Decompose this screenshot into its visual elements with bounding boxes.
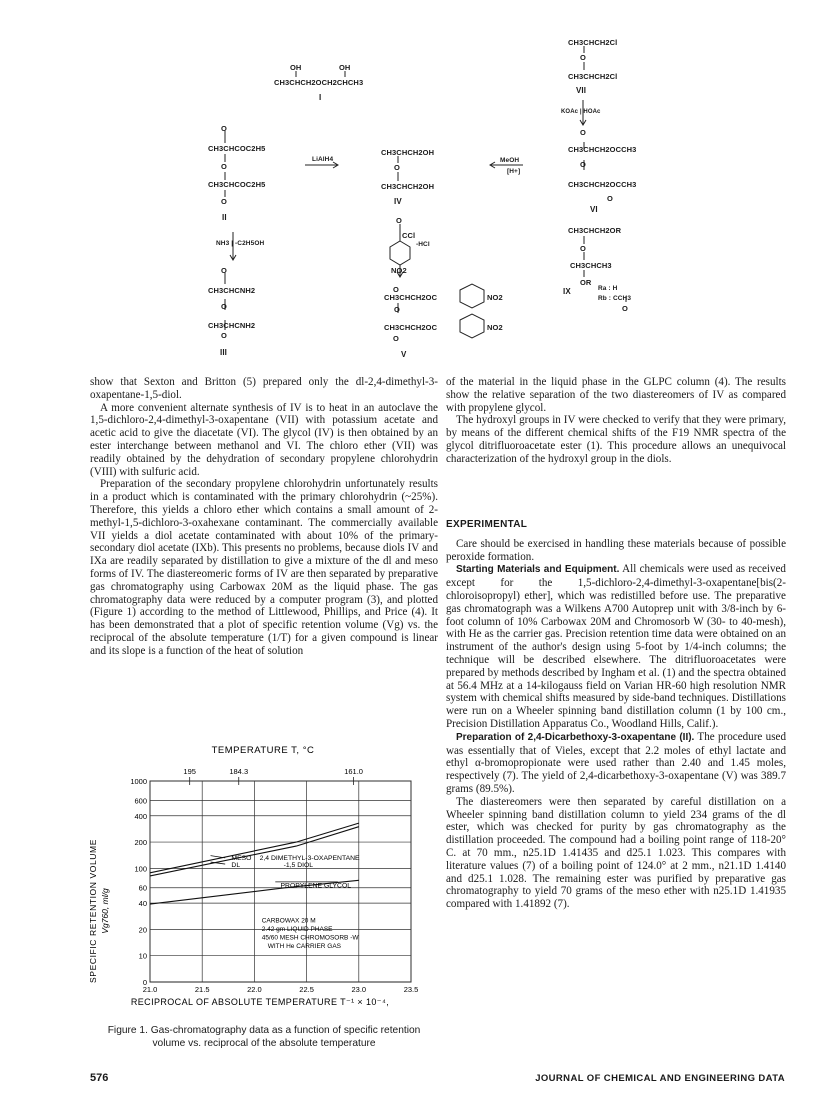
compound-ii-o2: O <box>221 162 227 171</box>
paragraph-starting-materials <box>446 563 786 730</box>
compound-iv-bottom: CH3CHCH2OH <box>381 182 435 191</box>
benzoyl-no2: NO2 <box>391 266 407 275</box>
compound-ix-or: OR <box>580 278 592 287</box>
compound-ix-o2: O <box>622 304 628 313</box>
compound-iv-o: O <box>394 163 400 172</box>
reagent-koac: KOAc | HOAc <box>561 109 601 115</box>
compound-v-no2-bottom: NO2 <box>487 323 503 332</box>
reagent-hcl: -HCl <box>416 241 430 248</box>
paragraph: of the material in the liquid phase in the GLPC column (4). The results show the relative separation of the two diastereomers of IV as compared with propylene glycol. <box>446 376 786 414</box>
compound-iii-o3: O <box>221 331 227 340</box>
compound-v-label: V <box>401 350 407 359</box>
compound-ix-bottom: CH3CHCH3 <box>570 261 612 270</box>
compound-iii-label: III <box>220 348 227 357</box>
reagent-meoh: MeOH <box>500 157 520 164</box>
paragraph: show that Sexton and Britton (5) prepared only the dl-2,4-dimethyl-3-oxapentane-1,5-diol. <box>90 376 438 401</box>
chart-title: TEMPERATURE T, °C <box>211 745 315 756</box>
compound-i-oh-left: OH <box>290 63 302 72</box>
compound-v-top: CH3CHCH2OC <box>384 293 438 302</box>
compound-v-no2-top: NO2 <box>487 293 503 302</box>
column-right-top <box>446 376 786 466</box>
compound-ii-label: II <box>222 213 227 222</box>
y-tick-label: 200 <box>134 838 147 848</box>
subheading: Starting Materials and Equipment. <box>456 564 620 576</box>
paragraph: Preparation of the secondary propylene chlorohydrin unfortunately results in a product which is contaminated with the primary chlorohydrin (~25%). Therefore, this yields a chloro ether which contains a small amount of 2-methyl-1,5-dichloro-3-oxahexane contaminant. The commercially available VII yields a diol acetate contaminated with about 10% of the primary-secondary diol acetate (IXb). This presents no problems, because diols IV and IXa are readily separated by distillation to give a mixture of the dl and meso forms of IV. The diastereomeric forms of IV are then separated by preparative gas chromatography using Carbowax 20M as the liquid phase. The gas chromatography data were reduced by a computer program (3), and plotted (Figure 1) according to the method of Littlewood, Phillips, and Price (4). It has been demonstrated that a plot of specific retention volume (Vg) vs. the reciprocal of the absolute temperature (1/T) for a given compound is linear and its slope is a function of the heat of solution <box>90 478 438 657</box>
x-axis-label: RECIPROCAL OF ABSOLUTE TEMPERATURE T⁻¹ × 10⁻⁴, <box>130 997 390 1007</box>
legend-line: 45/60 MESH CHROMOSORB -W <box>261 934 359 942</box>
compound-v-bottom: CH3CHCH2OC <box>384 323 438 332</box>
paragraph: Care should be exercised in handling these materials because of possible peroxide formation. <box>446 537 786 563</box>
reagent-nh3: NH3 | -C2H5OH <box>216 240 265 247</box>
x-tick-label: 23.0 <box>351 985 367 994</box>
plot-area <box>130 767 418 994</box>
benzoyl-o: O <box>396 216 402 225</box>
annotation-arrow-meso <box>211 856 226 858</box>
compound-vi-o3: O <box>607 194 613 203</box>
compound-i-oh-right: OH <box>339 63 351 72</box>
y-tick-label: 1000 <box>130 777 147 786</box>
x-tick-label: 22.0 <box>247 985 262 994</box>
subheading: Preparation of 2,4-Dicarbethoxy-3-oxapentane (II). <box>456 731 695 743</box>
compound-ii-top: CH3CHCOC2H5 <box>208 144 266 153</box>
paragraph-body: The procedure used was essentially that of Vieles, except that 2.2 moles of ethyl lactate and ethyl α-bromopropionate were used rather than 2.40 and 1.45 moles, respectively (7). The yield of 2,4-dicarbethoxy-3-oxapentane (V) was 389.7 grams (89.5%). <box>446 730 786 795</box>
compound-v-o1: O <box>393 285 399 294</box>
y-axis-label: SPECIFIC RETENTION VOLUME <box>88 839 98 983</box>
benzoyl-ccl: CCl <box>402 231 416 240</box>
compound-vi-o1: O <box>580 128 586 137</box>
compound-vii-label: VII <box>576 86 587 95</box>
annotation-propylene-glycol: PROPYLENE GLYCOL <box>280 882 352 890</box>
x-tick-label: 21.5 <box>194 985 210 994</box>
compound-ix-label: IX <box>563 287 571 296</box>
annotation-meso: MESO <box>231 854 252 862</box>
y-tick-label: 400 <box>134 811 147 821</box>
column-left <box>90 376 438 658</box>
compound-ii-bottom: CH3CHCOC2H5 <box>208 180 266 189</box>
compound-iii-bottom: CH3CHCNH2 <box>208 321 256 330</box>
compound-iii-o2: O <box>221 302 227 311</box>
y-tick-label: 10 <box>138 951 147 961</box>
x-tick-label: 23.5 <box>403 985 419 994</box>
journal-name: JOURNAL OF CHEMICAL AND ENGINEERING DATA <box>535 1073 785 1084</box>
top-tick-label: 195 <box>183 767 196 776</box>
annotation-diol: 2,4 DIMETHYL-3-OXAPENTANE <box>259 854 360 862</box>
chart-svg <box>88 741 438 1026</box>
compound-vii-o: O <box>580 53 586 62</box>
compound-i-label: I <box>319 93 322 102</box>
compound-vi-top: CH3CHCH2OCCH3 <box>568 145 637 154</box>
annotation-dl: DL <box>231 862 241 870</box>
y-axis-label-2: Vg760, ml/g <box>100 888 110 934</box>
paragraph: The hydroxyl groups in IV were checked to verify that they were primary, by means of the different chemical shifts of the F19 NMR spectra of the glycol ditrifluoroacetate ester (1). This procedure allows an unequivocal characterization of the hydroxyl group in the diols. <box>446 414 786 465</box>
paragraph: A more convenient alternate synthesis of IV is to heat in an autoclave the 1,5-dichloro-2,4-dimethyl-3-oxapentane (VII) with potassium acetate and acetic acid to give the diacetate (VI). The glycol (IV) is then obtained by an ester interchange between methanol and VI. The chloro ether (VII) was readily obtained by the dehydration of secondary propylene chlorohydrin (VIII) with sulfuric acid. <box>90 401 438 478</box>
compound-iv-top: CH3CHCH2OH <box>381 148 435 157</box>
compound-vii-bottom: CH3CHCH2Cl <box>568 72 618 81</box>
compound-ii-o1: O <box>221 124 227 133</box>
compound-vii-top: CH3CHCH2Cl <box>568 38 618 47</box>
x-tick-label: 22.5 <box>299 985 314 994</box>
compound-ix-top: CH3CHCH2OR <box>568 226 622 235</box>
compound-v-o2: O <box>394 305 400 314</box>
reagent-lialh4: LiAlH4 <box>312 156 334 163</box>
compound-vi-o2: O <box>580 160 586 169</box>
y-tick-label: 100 <box>134 864 147 874</box>
top-tick-label: 184.3 <box>229 767 249 776</box>
paragraph: The diastereomers were then separated by careful distillation on a Wheeler spinning band distillation column to yield 234 grams of the dl ester, which was checked for purity by gas chromatography as the distillation proceeded. The compound had a boiling point range of 118-20° C. at 70 mm., n25.1D 1.41435 and d25.1 1.023. This compares with literature values (7) of a boiling point of 124.0° at 2 mm., n21.1D 1.4140 and d25.1 1.028. The remaining ester was purified by preparative gas chromatography to yield 70 grams of the meso ether with n25.1D 1.41935 compared with 1.41892 (7). <box>446 795 786 911</box>
compound-iii-top: CH3CHCNH2 <box>208 286 256 295</box>
figure-caption: Figure 1. Gas-chromatography data as a function of specific retention volume vs. reciprocal of the absolute temperature <box>107 1025 421 1049</box>
compound-v-o3: O <box>393 334 399 343</box>
compound-ix-o: O <box>580 244 586 253</box>
compound-vi-bottom: CH3CHCH2OCCH3 <box>568 180 637 189</box>
figure-1 <box>88 741 438 1041</box>
section-heading-experimental: EXPERIMENTAL <box>446 519 528 530</box>
compound-ix-rb: Rb : CCH3 <box>598 295 632 302</box>
column-right-experimental <box>446 519 786 911</box>
y-tick-label: 20 <box>138 925 147 935</box>
paragraph-preparation <box>446 731 786 796</box>
legend-line: CARBOWAX 20 M <box>261 917 316 925</box>
compound-ix-ra: Ra : H <box>598 285 618 292</box>
annotation-diol-2: -1,5 DIOL <box>283 862 314 870</box>
y-tick-label: 60 <box>138 883 147 893</box>
top-tick-label: 161.0 <box>344 767 363 776</box>
y-tick-label: 40 <box>138 899 147 909</box>
y-tick-label: 600 <box>134 796 147 806</box>
compound-ii-o3: O <box>221 197 227 206</box>
legend-line: 2.42 gm LIQUID PHASE <box>261 925 333 933</box>
x-tick-label: 21.0 <box>142 985 158 994</box>
compound-iv-label: IV <box>394 197 402 206</box>
legend-line: WITH He CARRIER GAS <box>267 942 342 950</box>
paragraph-body: All chemicals were used as received except for the 1,5-dichloro-2,4-dimethyl-3-oxapentane[bis(2-chloroisopropyl) ether], which was redistilled before use. The preparative gas chromatograph was a Wilkens A700 Autoprep unit with 3/8-inch by 6-foot column of 10% Carbowax 20M and Chromosorb W (30- to 40-mesh), with He as the carrier gas. Precision retention time data were obtained on an instrument of the author's design using 5-foot by 1/4-inch columns; the technique will be described elsewhere. The ditrifluoroacetates were prepared by methods described by Ingham et al. (1) and the spectra obtained at 56.4 MHz at a 14-kilogauss field on Varian HR-60 high resolution NMR system with chemical shifts measured by side-band techniques. Distillations were run on a Wheeler spinning band distillation column (1 by 100 cm., Precision Distillation Apparatus Co., Woodland Hills, Calif.). <box>446 563 786 730</box>
page-number: 576 <box>90 1072 109 1084</box>
reagent-h: [H+] <box>507 168 521 175</box>
reaction-scheme <box>0 0 819 368</box>
y-tick-label: 0 <box>142 978 147 987</box>
compound-iii-o1: O <box>221 266 227 275</box>
compound-i: CH3CHCH2OCH2CHCH3 <box>274 78 364 87</box>
compound-vi-label: VI <box>590 205 598 214</box>
